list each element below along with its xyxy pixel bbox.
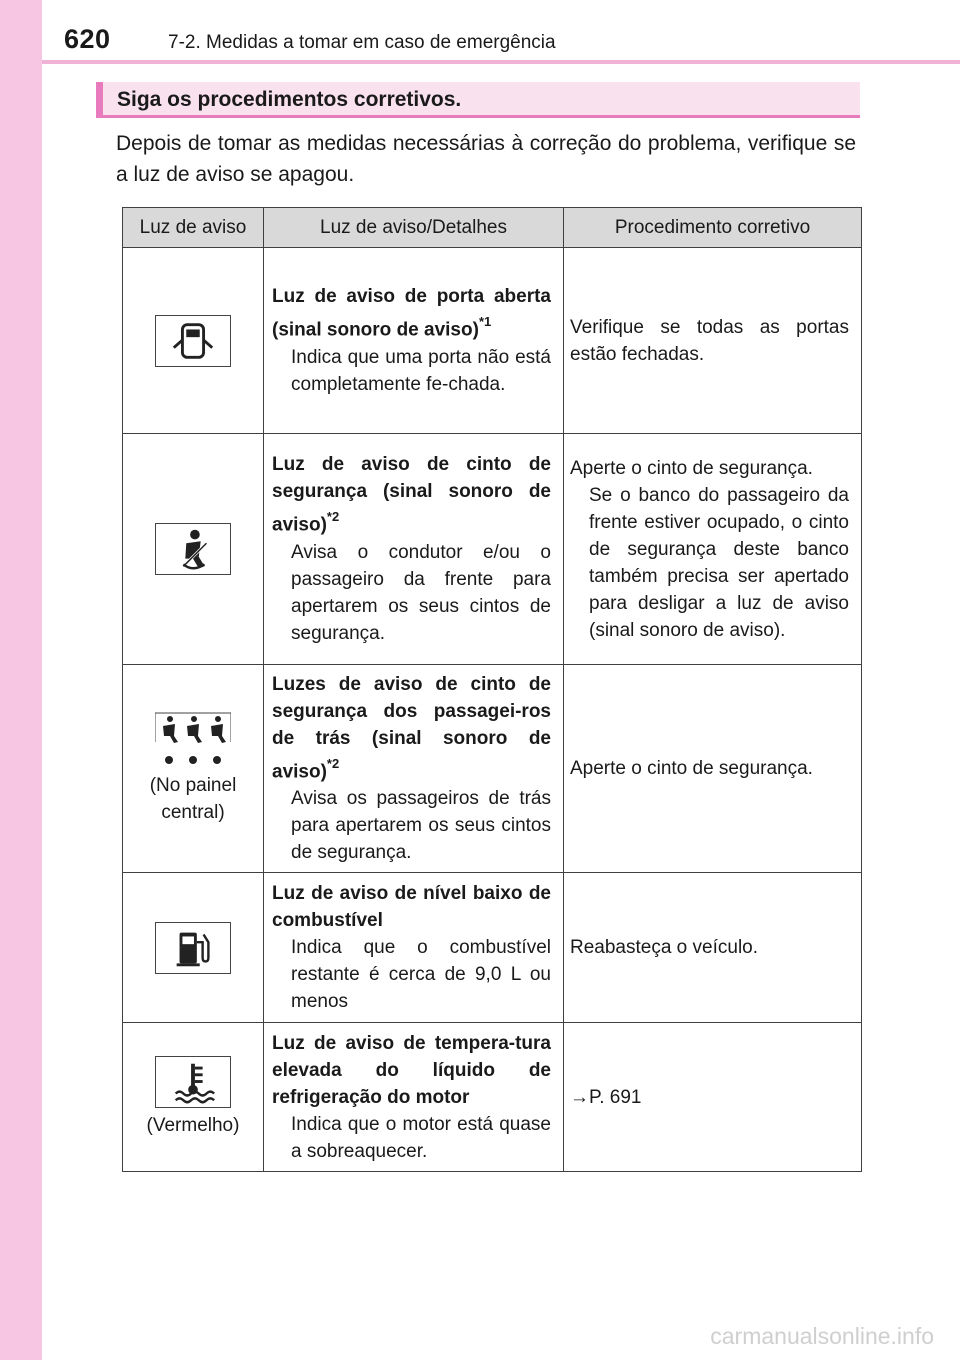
detail-cell <box>264 434 564 665</box>
icon-caption: (No painel central) <box>149 774 237 823</box>
procedure-heading <box>96 82 860 118</box>
door-open-icon <box>155 315 231 367</box>
detail-cell <box>264 665 564 873</box>
warning-description: Indica que o combustível restante é cerca de 9,0 L ou menos <box>291 937 551 1013</box>
column-header: Luz de aviso/Detalhes <box>264 208 564 248</box>
procedure-cell <box>564 873 862 1023</box>
procedure-cell <box>564 1023 862 1172</box>
warning-description: Avisa os passageiros de trás para apertarem os seus cintos de segurança. <box>291 788 551 864</box>
warning-title: Luzes de aviso de cinto de segurança dos passagei-ros de trás (sinal sonoro de aviso)$^{*2}$ <box>272 674 551 783</box>
table-row <box>123 248 862 434</box>
column-header: Luz de aviso <box>123 208 264 248</box>
table-row <box>123 434 862 665</box>
rear-seatbelts-icon <box>155 712 231 768</box>
procedure-text: Aperte o cinto de segurança. <box>570 758 813 780</box>
footnote-mark: *2 <box>326 509 340 525</box>
warning-title: Luz de aviso de cinto de segurança (sinal sonoro de aviso)$^{*2}$ <box>272 454 551 536</box>
table-row <box>123 665 862 873</box>
table-header-row <box>123 208 862 248</box>
section-title: 7-2. Medidas a tomar em caso de emergência <box>168 32 556 53</box>
side-color-bar <box>0 0 42 1360</box>
footnote-mark: *2 <box>326 756 340 771</box>
procedure-text: Aperte o cinto de segurança. <box>570 457 813 479</box>
warning-description: Indica que uma porta não está completamente fe-chada. <box>291 346 551 395</box>
table-row <box>123 1023 862 1172</box>
detail-cell <box>264 1023 564 1172</box>
column-header: Procedimento corretivo <box>564 208 862 248</box>
fuel-pump-icon <box>155 922 231 974</box>
warning-title: Luz de aviso de nível baixo de combustível <box>272 883 551 932</box>
warning-icon-cell <box>123 248 264 434</box>
warning-title: Luz de aviso de tempera-tura elevada do líquido de refrigeração do motor <box>272 1032 551 1108</box>
procedure-cell <box>564 434 862 665</box>
page-number: 620 <box>64 24 111 54</box>
coolant-temperature-icon <box>155 1056 231 1108</box>
warning-icon-cell <box>123 873 264 1023</box>
warning-icon-cell <box>123 1023 264 1172</box>
warning-lights-table <box>122 207 862 1172</box>
page-reference-link[interactable]: →P. 691 <box>570 1086 642 1108</box>
footnote-mark: *1 <box>478 314 492 330</box>
warning-description: Indica que o motor está quase a sobreaquecer. <box>291 1113 551 1162</box>
warning-icon-cell <box>123 665 264 873</box>
intro-paragraph: Depois de tomar as medidas necessárias à correção do problema, verifique se a luz de aviso se apagou. <box>116 132 856 186</box>
warning-icon-cell <box>123 434 264 665</box>
watermark: carmanualsonline.info <box>710 1323 934 1349</box>
procedure-heading-text: Siga os procedimentos corretivos. <box>117 88 462 111</box>
detail-cell <box>264 248 564 434</box>
detail-cell <box>264 873 564 1023</box>
procedure-cell <box>564 665 862 873</box>
procedure-cell <box>564 248 862 434</box>
procedure-subtext: Se o banco do passageiro da frente estiver ocupado, o cinto de segurança deste banco também precisa ser apertado para desligar a luz de aviso (sinal sonoro de aviso). <box>589 484 849 641</box>
header-rule <box>42 60 960 64</box>
procedure-text: Verifique se todas as portas estão fechadas. <box>570 316 849 365</box>
warning-description: Avisa o condutor e/ou o passageiro da frente para apertarem os seus cintos de segurança. <box>291 541 551 644</box>
seatbelt-icon <box>155 523 231 575</box>
procedure-text: Reabasteça o veículo. <box>570 937 759 959</box>
icon-caption: (Vermelho) <box>146 1114 240 1136</box>
table-row <box>123 873 862 1023</box>
warning-title: Luz de aviso de porta aberta (sinal sonoro de aviso)$^{*1}$ <box>272 286 551 341</box>
